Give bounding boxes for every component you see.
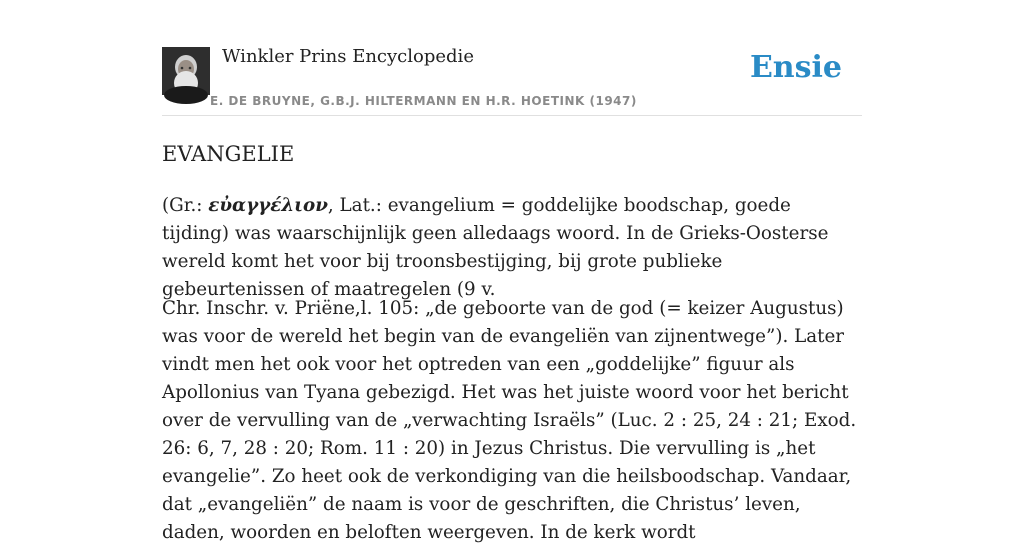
para1-text: , Lat.: evangelium = goddelijke boodschap, goede tijding) was waarschijnlijk geen alledaags woord. In de Grieks-Oosterse wereld komt het voor bij troonsbestijging, bij grote publieke gebeurtenissen of maatregelen (9 v. xyxy=(162,195,829,300)
portrait-icon xyxy=(162,47,210,95)
greek-term: εὐαγγέλιον xyxy=(208,195,328,216)
ensie-logo-link[interactable]: Ensie xyxy=(749,50,842,85)
article-paragraph-1 xyxy=(162,192,862,304)
author-avatar[interactable] xyxy=(162,47,210,95)
site-title[interactable]: Winkler Prins Encyclopedie xyxy=(222,46,474,67)
authors-credit: E. DE BRUYNE, G.B.J. HILTERMANN EN H.R. HOETINK (1947) xyxy=(210,94,637,108)
para1-prefix: (Gr.: xyxy=(162,195,209,216)
article-page xyxy=(162,0,862,543)
header xyxy=(162,0,862,116)
article-headword: EVANGELIE xyxy=(162,142,295,166)
article-paragraph-2: Chr. Inschr. v. Priëne,l. 105: „de geboorte van de god (= keizer Augustus) was voor de wereld het begin van de evangeliën van zijnentwege”). Later vindt men het ook voor het optreden van een „goddelijke” figuur als Apollonius van Tyana gebezigd. Het was het juiste woord voor het bericht over de vervulling van de „verwachting Israëls” (Luc. 2 : 25, 24 : 21; Exod. 26: 6, 7, 28 : 20; Rom. 11 : 20) in Jezus Christus. Die vervulling is „het evangelie”. Zo heet ook de verkondiging van die heilsboodschap. Vandaar, dat „evangeliën” de naam is voor de geschriften, die Christus’ leven, daden, woorden en beloften weergeven. In de kerk wordt xyxy=(162,298,857,543)
